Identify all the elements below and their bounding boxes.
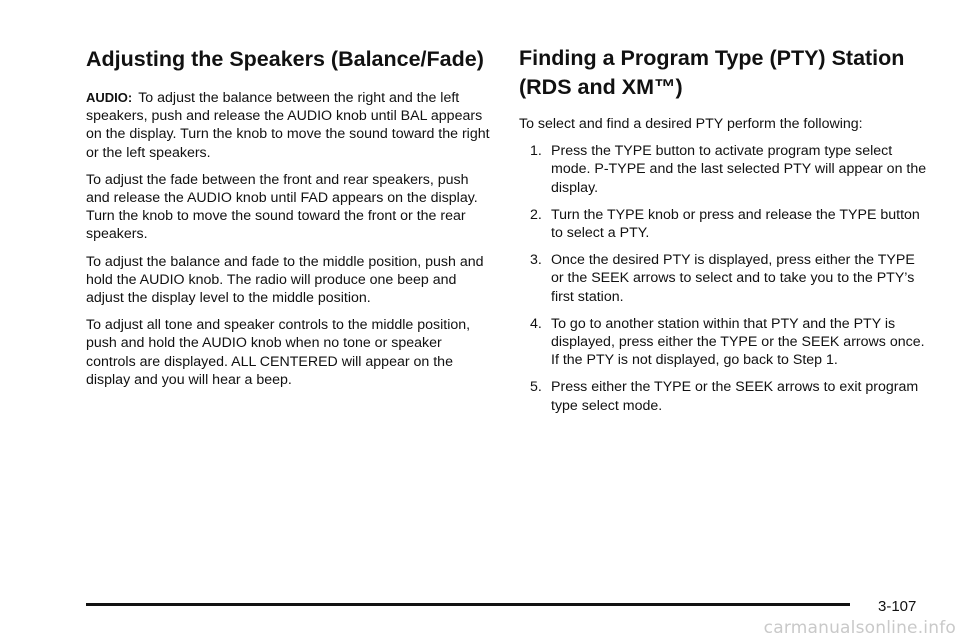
section-heading-pty: Finding a Program Type (PTY) Station (RDS and XM™) bbox=[519, 46, 905, 99]
pty-steps-list bbox=[519, 142, 929, 415]
center-paragraph: To adjust the balance and fade to the middle position, push and hold the AUDIO knob. The radio will produce one beep and adjust the display level to the middle position. bbox=[86, 253, 484, 307]
step-text: To go to another station within that PTY and the PTY is displayed, press either the TYPE or the SEEK arrows once. If the PTY is not displayed, go back to Step 1. bbox=[551, 315, 925, 369]
step-text: Press the TYPE button to activate program type select mode. P-TYPE and the last selected PTY will appear on the display. bbox=[551, 143, 927, 196]
all-centered-paragraph: To adjust all tone and speaker controls to the middle position, push and hold the AUDIO knob when no tone or speaker controls are displayed. ALL CENTERED will appear on the display and you will hear a beep. bbox=[86, 317, 471, 388]
step-text: Turn the TYPE knob or press and release the TYPE button to select a PTY. bbox=[551, 206, 920, 242]
list-item bbox=[530, 315, 929, 370]
list-item bbox=[530, 378, 929, 414]
footer-rule bbox=[86, 603, 850, 606]
left-column bbox=[86, 44, 494, 398]
section-heading-speakers: Adjusting the Speakers (Balance/Fade) bbox=[86, 47, 484, 71]
audio-lead-label: AUDIO: bbox=[86, 90, 133, 105]
step-number: 3. bbox=[530, 252, 542, 269]
step-number: 4. bbox=[530, 315, 542, 332]
step-number: 5. bbox=[530, 379, 542, 396]
step-text: Once the desired PTY is displayed, press either the TYPE or the SEEK arrows to select and to take you to the PTY’s first station. bbox=[551, 252, 915, 305]
step-number: 2. bbox=[530, 206, 542, 223]
fade-paragraph: To adjust the fade between the front and rear speakers, push and release the AUDIO knob until FAD appears on the display. Turn the knob to move the sound toward the front or the rear speakers. bbox=[86, 171, 478, 243]
audio-paragraph-text: To adjust the balance between the right and the left speakers, push and release the AUDIO knob until BAL appears on the display. Turn the knob to move the sound toward the right or the left speakers. bbox=[86, 90, 490, 161]
list-item bbox=[530, 251, 929, 306]
list-item bbox=[530, 206, 929, 242]
list-item bbox=[530, 142, 929, 197]
page-number: 3-107 bbox=[878, 598, 917, 615]
pty-intro: To select and find a desired PTY perform the following: bbox=[519, 116, 863, 132]
right-column bbox=[519, 44, 929, 424]
step-number: 1. bbox=[530, 143, 542, 160]
step-text: Press either the TYPE or the SEEK arrows to exit program type select mode. bbox=[551, 379, 919, 414]
audio-paragraph bbox=[86, 89, 494, 162]
watermark-text: carmanualsonline.info bbox=[763, 618, 956, 638]
